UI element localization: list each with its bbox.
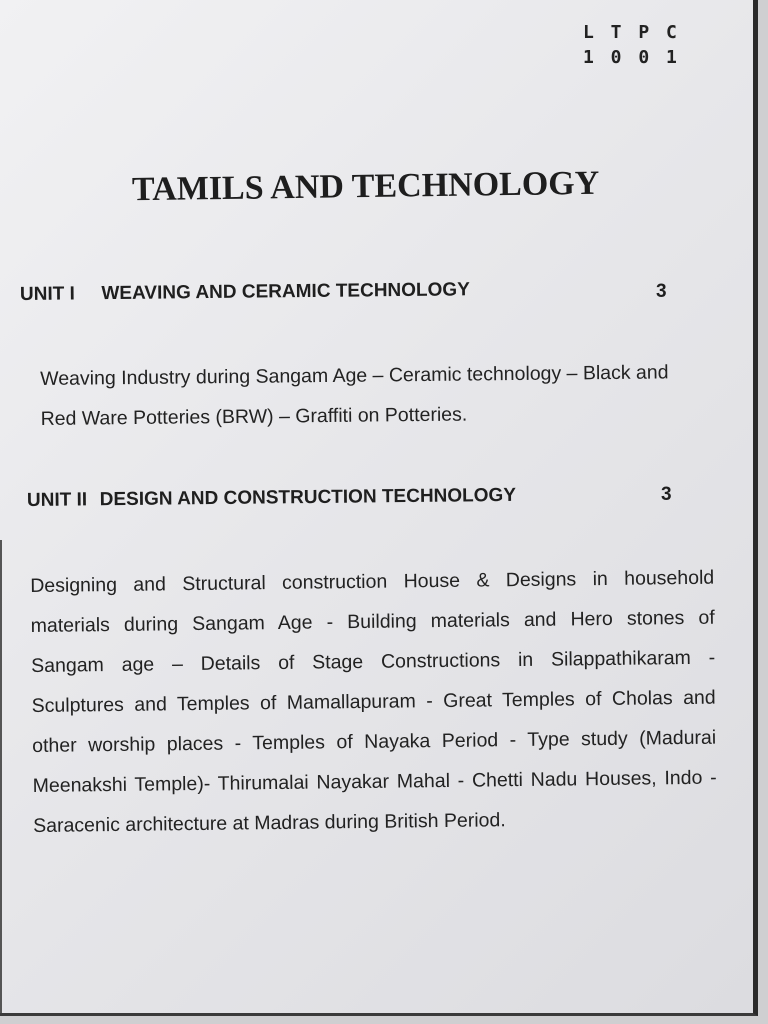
page-edge [0, 540, 2, 1016]
unit-1-line: Weaving Industry during Sangam Age – Ceramic technology – Black and [40, 361, 669, 390]
unit-2-line: Meenakshi Temple)- Thirumalai Nayakar Mahal - Chetti Nadu Houses, Indo - [32, 766, 717, 797]
unit-2-line: Designing and Structural construction House & Designs in household [30, 566, 715, 597]
ltpc-header: L T P C [583, 22, 680, 43]
unit-2-heading [27, 485, 516, 512]
unit-1-number: UNIT I [19, 283, 75, 305]
unit-2-title: DESIGN AND CONSTRUCTION TECHNOLOGY [99, 484, 517, 511]
ltpc-values: 1 0 0 1 [583, 47, 680, 68]
unit-1-title: WEAVING AND CERAMIC TECHNOLOGY [101, 279, 470, 305]
ltpc-block [583, 20, 680, 70]
unit-2-line: Saracenic architecture at Madras during British Period. [33, 809, 506, 837]
unit-1-line: Red Ware Potteries (BRW) – Graffiti on Potteries. [40, 403, 468, 430]
page-title: TAMILS AND TECHNOLOGY [131, 164, 600, 209]
unit-2-content [30, 558, 717, 846]
unit-1-content [40, 352, 709, 439]
unit-2-line: Sculptures and Temples of Mamallapuram - Great Temples of Cholas and [31, 686, 716, 717]
unit-2-line: materials during Sangam Age - Building materials and Hero stones of [30, 606, 715, 637]
unit-2-number: UNIT II [26, 489, 88, 511]
unit-1-hours: 3 [656, 281, 667, 302]
unit-2-line: Sangam age – Details of Stage Constructions in Silappathikaram - [31, 646, 716, 677]
unit-1-heading [20, 279, 470, 306]
unit-2-hours: 3 [661, 484, 672, 505]
unit-2-line: other worship places - Temples of Nayaka Period - Type study (Madurai [32, 726, 717, 757]
